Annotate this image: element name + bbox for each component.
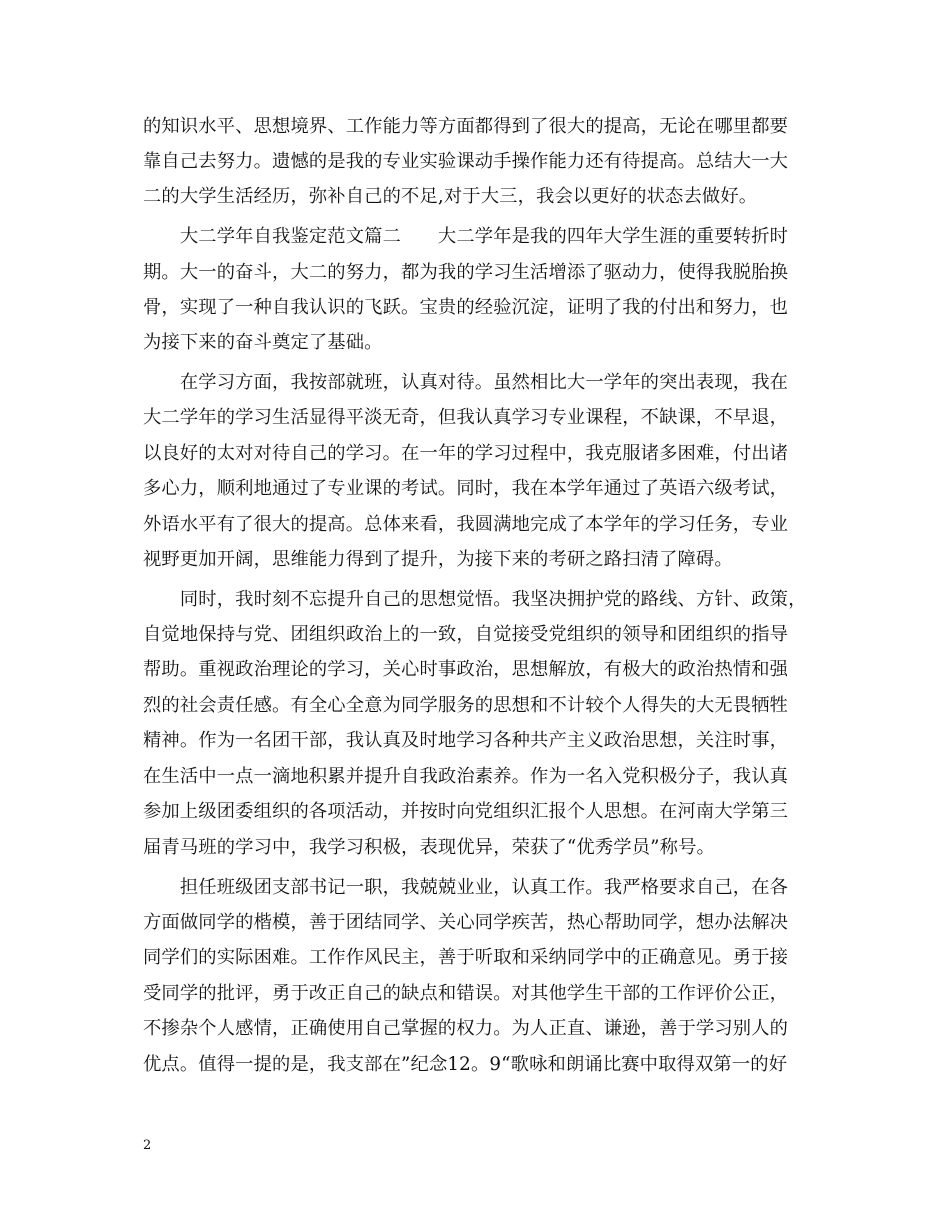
text-line: 大二学年自我鉴定范文篇二 大二学年是我的四年大学生涯的重要转折时 bbox=[143, 226, 789, 247]
text-line: 自觉地保持与党、团组织政治上的一致，自觉接受党组织的领导和团组织的指导 bbox=[143, 624, 789, 645]
text-line: 届青马班的学习中，我学习积极，表现优异，荣获了“优秀学员”称号。 bbox=[143, 837, 715, 858]
text-line: 同时，我时刻不忘提升自己的思想觉悟。我坚决拥护党的路线、方针、政策， bbox=[143, 589, 807, 610]
text-line: 精神。作为一名团干部，我认真及时地学习各种共产主义政治思想，关注时事， bbox=[143, 730, 789, 751]
text-line: 在学习方面，我按部就班，认真对待。虽然相比大一学年的突出表现，我在 bbox=[143, 372, 789, 393]
text-line: 烈的社会责任感。有全心全意为同学服务的思想和不计较个人得失的大无畏牺牲 bbox=[143, 695, 789, 716]
text-line: 不掺杂个人感情，正确使用自己掌握的权力。为人正直、谦逊，善于学习别人的 bbox=[143, 1018, 789, 1039]
text-line: 方面做同学的楷模，善于团结同学、关心同学疾苦，热心帮助同学，想办法解决 bbox=[143, 912, 789, 933]
text-line: 二的大学生活经历，弥补自己的不足,对于大三，我会以更好的状态去做好。 bbox=[143, 186, 758, 207]
text-line: 参加上级团委组织的各项活动，并按时向党组织汇报个人思想。在河南大学第三 bbox=[143, 801, 789, 822]
text-line: 在生活中一点一滴地积累并提升自我政治素养。作为一名入党积极分子，我认真 bbox=[143, 766, 789, 787]
text-line: 视野更加开阔，思维能力得到了提升，为接下来的考研之路扫清了障碍。 bbox=[143, 549, 733, 570]
text-line: 以良好的太对对待自己的学习。在一年的学习过程中，我克服诸多困难，付出诸 bbox=[143, 443, 789, 464]
text-line: 靠自己去努力。遗憾的是我的专业实验课动手操作能力还有待提高。总结大一大 bbox=[143, 151, 789, 172]
text-line: 多心力，顺利地通过了专业课的考试。同时，我在本学年通过了英语六级考试， bbox=[143, 478, 789, 499]
text-line: 大二学年的学习生活显得平淡无奇，但我认真学习专业课程，不缺课，不早退， bbox=[143, 407, 789, 428]
text-line: 担任班级团支部书记一职，我兢兢业业，认真工作。我严格要求自己，在各 bbox=[143, 877, 789, 898]
text-line: 期。大一的奋斗，大二的努力，都为我的学习生活增添了驱动力，使得我脱胎换 bbox=[143, 262, 789, 283]
text-line: 优点。值得一提的是，我支部在”纪念12。9“歌咏和朗诵比赛中取得双第一的好 bbox=[143, 1054, 788, 1075]
text-line: 帮助。重视政治理论的学习，关心时事政治，思想解放，有极大的政治热情和强 bbox=[143, 659, 789, 680]
page-number: 2 bbox=[143, 1138, 152, 1153]
text-line: 受同学的批评，勇于改正自己的缺点和错误。对其他学生干部的工作评价公正， bbox=[143, 983, 789, 1004]
text-line: 外语水平有了很大的提高。总体来看，我圆满地完成了本学年的学习任务，专业 bbox=[143, 514, 789, 535]
text-line: 同学们的实际困难。工作作风民主，善于听取和采纳同学中的正确意见。勇于接 bbox=[143, 947, 789, 968]
text-line: 的知识水平、思想境界、工作能力等方面都得到了很大的提高，无论在哪里都要 bbox=[143, 116, 789, 137]
text-line: 骨，实现了一种自我认识的飞跃。宝贵的经验沉淀，证明了我的付出和努力，也 bbox=[143, 297, 789, 318]
text-line: 为接下来的奋斗奠定了基础。 bbox=[143, 332, 383, 353]
